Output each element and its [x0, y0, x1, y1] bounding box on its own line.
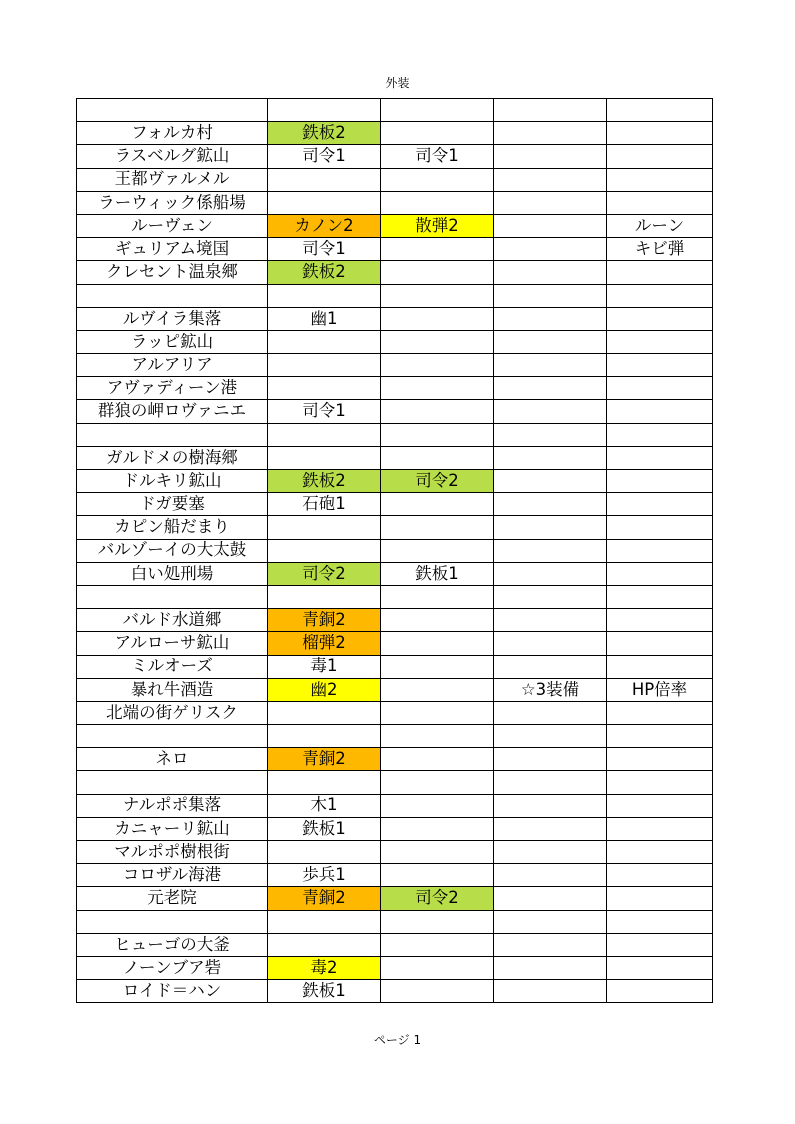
value-cell[interactable]: 司令2	[268, 562, 381, 585]
value-cell[interactable]	[268, 423, 381, 446]
location-cell[interactable]: アルアリア	[77, 354, 268, 377]
value-cell[interactable]	[381, 423, 494, 446]
value-cell[interactable]	[381, 354, 494, 377]
value-cell[interactable]	[607, 817, 713, 840]
value-cell[interactable]	[268, 191, 381, 214]
table-row	[77, 99, 713, 122]
value-cell[interactable]	[494, 771, 607, 794]
value-cell[interactable]	[494, 609, 607, 632]
table-row	[77, 191, 713, 214]
location-cell[interactable]: マルポポ樹根街	[77, 841, 268, 864]
value-cell[interactable]	[494, 238, 607, 261]
value-cell[interactable]	[381, 191, 494, 214]
value-cell[interactable]	[607, 307, 713, 330]
table-row	[77, 701, 713, 724]
value-cell[interactable]	[381, 377, 494, 400]
value-cell[interactable]	[607, 864, 713, 887]
location-cell[interactable]: ギュリアム境国	[77, 238, 268, 261]
value-cell[interactable]	[494, 910, 607, 933]
value-cell[interactable]: 歩兵1	[268, 864, 381, 887]
table-row	[77, 168, 713, 191]
location-cell[interactable]	[77, 99, 268, 122]
value-cell[interactable]	[381, 725, 494, 748]
value-cell[interactable]	[381, 99, 494, 122]
value-cell[interactable]	[381, 678, 494, 701]
value-cell[interactable]	[607, 933, 713, 956]
table-row	[77, 956, 713, 979]
value-cell[interactable]	[268, 354, 381, 377]
value-cell[interactable]	[268, 910, 381, 933]
value-cell[interactable]: 鉄板2	[268, 122, 381, 145]
location-cell[interactable]: 王都ヴァルメル	[77, 168, 268, 191]
value-cell[interactable]: 青銅2	[268, 887, 381, 910]
location-cell[interactable]: バルゾーイの大太鼓	[77, 539, 268, 562]
value-cell[interactable]	[494, 887, 607, 910]
table-row	[77, 632, 713, 655]
value-cell[interactable]	[607, 354, 713, 377]
value-cell[interactable]	[607, 910, 713, 933]
location-cell[interactable]: コロザル海港	[77, 864, 268, 887]
value-cell[interactable]	[607, 748, 713, 771]
location-cell[interactable]: ノーンブア砦	[77, 956, 268, 979]
value-cell[interactable]	[494, 655, 607, 678]
value-cell[interactable]	[494, 377, 607, 400]
value-cell[interactable]	[607, 145, 713, 168]
location-cell[interactable]: ルーヴェン	[77, 214, 268, 237]
value-cell[interactable]	[607, 539, 713, 562]
value-cell[interactable]	[381, 632, 494, 655]
value-cell[interactable]	[607, 609, 713, 632]
value-cell[interactable]	[381, 493, 494, 516]
value-cell[interactable]: 鉄板1	[268, 980, 381, 1003]
value-cell[interactable]	[494, 400, 607, 423]
value-cell[interactable]	[381, 794, 494, 817]
value-cell[interactable]	[494, 725, 607, 748]
value-cell[interactable]	[607, 701, 713, 724]
value-cell[interactable]: 散弾2	[381, 214, 494, 237]
table-row	[77, 771, 713, 794]
value-cell[interactable]	[494, 841, 607, 864]
value-cell[interactable]	[607, 794, 713, 817]
table-row	[77, 933, 713, 956]
location-cell[interactable]: ガルドメの樹海郷	[77, 446, 268, 469]
value-cell[interactable]	[494, 748, 607, 771]
value-cell[interactable]: 青銅2	[268, 748, 381, 771]
value-cell[interactable]	[494, 145, 607, 168]
value-cell[interactable]: 木1	[268, 794, 381, 817]
table-row	[77, 145, 713, 168]
value-cell[interactable]	[607, 562, 713, 585]
location-cell[interactable]: ナルポポ集落	[77, 794, 268, 817]
value-cell[interactable]: 鉄板1	[268, 817, 381, 840]
location-cell[interactable]	[77, 910, 268, 933]
value-cell[interactable]	[494, 794, 607, 817]
table-row	[77, 841, 713, 864]
table-row	[77, 307, 713, 330]
value-cell[interactable]: 司令1	[268, 145, 381, 168]
value-cell[interactable]: カノン2	[268, 214, 381, 237]
value-cell[interactable]	[268, 725, 381, 748]
value-cell[interactable]	[268, 585, 381, 608]
table-row	[77, 725, 713, 748]
location-cell[interactable]: ドガ要塞	[77, 493, 268, 516]
table-row	[77, 446, 713, 469]
value-cell[interactable]	[494, 122, 607, 145]
table-row	[77, 748, 713, 771]
value-cell[interactable]: 司令1	[268, 400, 381, 423]
location-cell[interactable]: アルローサ鉱山	[77, 632, 268, 655]
value-cell[interactable]	[494, 980, 607, 1003]
table-row	[77, 330, 713, 353]
value-cell[interactable]: 鉄板2	[268, 261, 381, 284]
value-cell[interactable]	[494, 864, 607, 887]
value-cell[interactable]	[381, 701, 494, 724]
value-cell[interactable]	[607, 423, 713, 446]
location-cell[interactable]: ロイド＝ハン	[77, 980, 268, 1003]
value-cell[interactable]	[607, 330, 713, 353]
value-cell[interactable]: 鉄板2	[268, 470, 381, 493]
value-cell[interactable]	[607, 99, 713, 122]
value-cell[interactable]	[381, 400, 494, 423]
location-cell[interactable]: 白い処刑場	[77, 562, 268, 585]
value-cell[interactable]	[381, 516, 494, 539]
location-cell[interactable]: バルド水道郷	[77, 609, 268, 632]
value-cell[interactable]	[607, 771, 713, 794]
table-row	[77, 516, 713, 539]
value-cell[interactable]	[268, 933, 381, 956]
location-cell[interactable]: ルヴイラ集落	[77, 307, 268, 330]
value-cell[interactable]	[494, 956, 607, 979]
value-cell[interactable]	[381, 585, 494, 608]
value-cell[interactable]: 石砲1	[268, 493, 381, 516]
value-cell[interactable]: ルーン	[607, 214, 713, 237]
table-row	[77, 470, 713, 493]
location-cell[interactable]: クレセント温泉郷	[77, 261, 268, 284]
table-row	[77, 655, 713, 678]
value-cell[interactable]	[268, 330, 381, 353]
value-cell[interactable]	[381, 307, 494, 330]
value-cell[interactable]	[494, 701, 607, 724]
value-cell[interactable]	[268, 284, 381, 307]
value-cell[interactable]	[268, 377, 381, 400]
value-cell[interactable]	[381, 841, 494, 864]
location-cell[interactable]: ドルキリ鉱山	[77, 470, 268, 493]
value-cell[interactable]	[607, 284, 713, 307]
value-cell[interactable]	[381, 771, 494, 794]
value-cell[interactable]	[494, 99, 607, 122]
value-cell[interactable]	[494, 446, 607, 469]
value-cell[interactable]	[381, 284, 494, 307]
value-cell[interactable]	[494, 493, 607, 516]
value-cell[interactable]	[381, 609, 494, 632]
table-row	[77, 122, 713, 145]
value-cell[interactable]	[607, 956, 713, 979]
value-cell[interactable]	[607, 122, 713, 145]
value-cell[interactable]: 鉄板1	[381, 562, 494, 585]
table-row	[77, 562, 713, 585]
value-cell[interactable]: 司令1	[381, 145, 494, 168]
spreadsheet-table	[76, 98, 713, 1003]
value-cell[interactable]: ☆3装備	[494, 678, 607, 701]
value-cell[interactable]	[607, 191, 713, 214]
location-cell[interactable]: ラーウィック係船場	[77, 191, 268, 214]
value-cell[interactable]: 司令2	[381, 887, 494, 910]
table-row	[77, 493, 713, 516]
value-cell[interactable]	[268, 539, 381, 562]
value-cell[interactable]	[494, 539, 607, 562]
value-cell[interactable]	[381, 980, 494, 1003]
value-cell[interactable]	[607, 261, 713, 284]
value-cell[interactable]	[607, 632, 713, 655]
value-cell[interactable]: 毒1	[268, 655, 381, 678]
value-cell[interactable]	[494, 516, 607, 539]
value-cell[interactable]	[607, 980, 713, 1003]
value-cell[interactable]	[494, 168, 607, 191]
value-cell[interactable]	[607, 516, 713, 539]
location-cell[interactable]: ミルオーズ	[77, 655, 268, 678]
value-cell[interactable]	[494, 214, 607, 237]
value-cell[interactable]	[494, 562, 607, 585]
table-body	[77, 99, 713, 1003]
value-cell[interactable]	[381, 910, 494, 933]
table-row	[77, 423, 713, 446]
value-cell[interactable]	[268, 516, 381, 539]
value-cell[interactable]	[494, 817, 607, 840]
location-cell[interactable]	[77, 725, 268, 748]
page-footer: ページ 1	[373, 1033, 422, 1047]
table-row	[77, 354, 713, 377]
value-cell[interactable]	[494, 307, 607, 330]
location-cell[interactable]: ヒューゴの大釜	[77, 933, 268, 956]
value-cell[interactable]	[607, 377, 713, 400]
value-cell[interactable]	[268, 446, 381, 469]
value-cell[interactable]	[268, 771, 381, 794]
value-cell[interactable]	[494, 933, 607, 956]
value-cell[interactable]	[381, 933, 494, 956]
location-cell[interactable]: 北端の街ゲリスク	[77, 701, 268, 724]
table-row	[77, 261, 713, 284]
value-cell[interactable]	[494, 284, 607, 307]
value-cell[interactable]	[381, 261, 494, 284]
value-cell[interactable]	[494, 354, 607, 377]
table-row	[77, 214, 713, 237]
value-cell[interactable]	[607, 168, 713, 191]
value-cell[interactable]	[268, 701, 381, 724]
value-cell[interactable]: 司令2	[381, 470, 494, 493]
location-cell[interactable]: ラスベルグ鉱山	[77, 145, 268, 168]
table-row	[77, 377, 713, 400]
location-cell[interactable]: 群狼の岬ロヴァニエ	[77, 400, 268, 423]
value-cell[interactable]: HP倍率	[607, 678, 713, 701]
value-cell[interactable]	[381, 330, 494, 353]
value-cell[interactable]	[381, 446, 494, 469]
value-cell[interactable]	[381, 956, 494, 979]
location-cell[interactable]: アヴァディーン港	[77, 377, 268, 400]
location-cell[interactable]: 元老院	[77, 887, 268, 910]
value-cell[interactable]: 榴弾2	[268, 632, 381, 655]
table-row	[77, 400, 713, 423]
table-row	[77, 980, 713, 1003]
table-row	[77, 609, 713, 632]
table-row	[77, 817, 713, 840]
value-cell[interactable]	[607, 725, 713, 748]
table-row	[77, 887, 713, 910]
table-row	[77, 864, 713, 887]
value-cell[interactable]	[494, 191, 607, 214]
value-cell[interactable]	[494, 330, 607, 353]
value-cell[interactable]	[607, 585, 713, 608]
value-cell[interactable]	[607, 400, 713, 423]
value-cell[interactable]	[607, 887, 713, 910]
value-cell[interactable]: 幽2	[268, 678, 381, 701]
value-cell[interactable]	[381, 539, 494, 562]
value-cell[interactable]	[381, 238, 494, 261]
value-cell[interactable]	[494, 470, 607, 493]
location-cell[interactable]: ネロ	[77, 748, 268, 771]
location-cell[interactable]: カピン船だまり	[77, 516, 268, 539]
table-row	[77, 238, 713, 261]
value-cell[interactable]	[268, 168, 381, 191]
location-cell[interactable]	[77, 585, 268, 608]
value-cell[interactable]	[607, 655, 713, 678]
location-cell[interactable]	[77, 423, 268, 446]
location-cell[interactable]	[77, 284, 268, 307]
page-header: 外装	[385, 76, 410, 90]
table-row	[77, 794, 713, 817]
value-cell[interactable]: 幽1	[268, 307, 381, 330]
location-cell[interactable]	[77, 771, 268, 794]
value-cell[interactable]: 司令1	[268, 238, 381, 261]
table-row	[77, 284, 713, 307]
location-cell[interactable]: ラッピ鉱山	[77, 330, 268, 353]
value-cell[interactable]: キビ弾	[607, 238, 713, 261]
location-cell[interactable]: フォルカ村	[77, 122, 268, 145]
location-cell[interactable]: カニャーリ鉱山	[77, 817, 268, 840]
value-cell[interactable]	[268, 99, 381, 122]
value-cell[interactable]	[494, 261, 607, 284]
value-cell[interactable]	[494, 585, 607, 608]
value-cell[interactable]	[381, 748, 494, 771]
table-row	[77, 585, 713, 608]
value-cell[interactable]	[381, 122, 494, 145]
value-cell[interactable]	[494, 632, 607, 655]
table-row	[77, 678, 713, 701]
table-row	[77, 539, 713, 562]
value-cell[interactable]	[381, 655, 494, 678]
value-cell[interactable]: 毒2	[268, 956, 381, 979]
value-cell[interactable]	[494, 423, 607, 446]
value-cell[interactable]	[607, 470, 713, 493]
value-cell[interactable]	[607, 493, 713, 516]
value-cell[interactable]	[268, 841, 381, 864]
value-cell[interactable]	[607, 446, 713, 469]
table-row	[77, 910, 713, 933]
location-cell[interactable]: 暴れ牛酒造	[77, 678, 268, 701]
value-cell[interactable]	[381, 817, 494, 840]
value-cell[interactable]: 青銅2	[268, 609, 381, 632]
value-cell[interactable]	[381, 864, 494, 887]
value-cell[interactable]	[607, 841, 713, 864]
value-cell[interactable]	[381, 168, 494, 191]
